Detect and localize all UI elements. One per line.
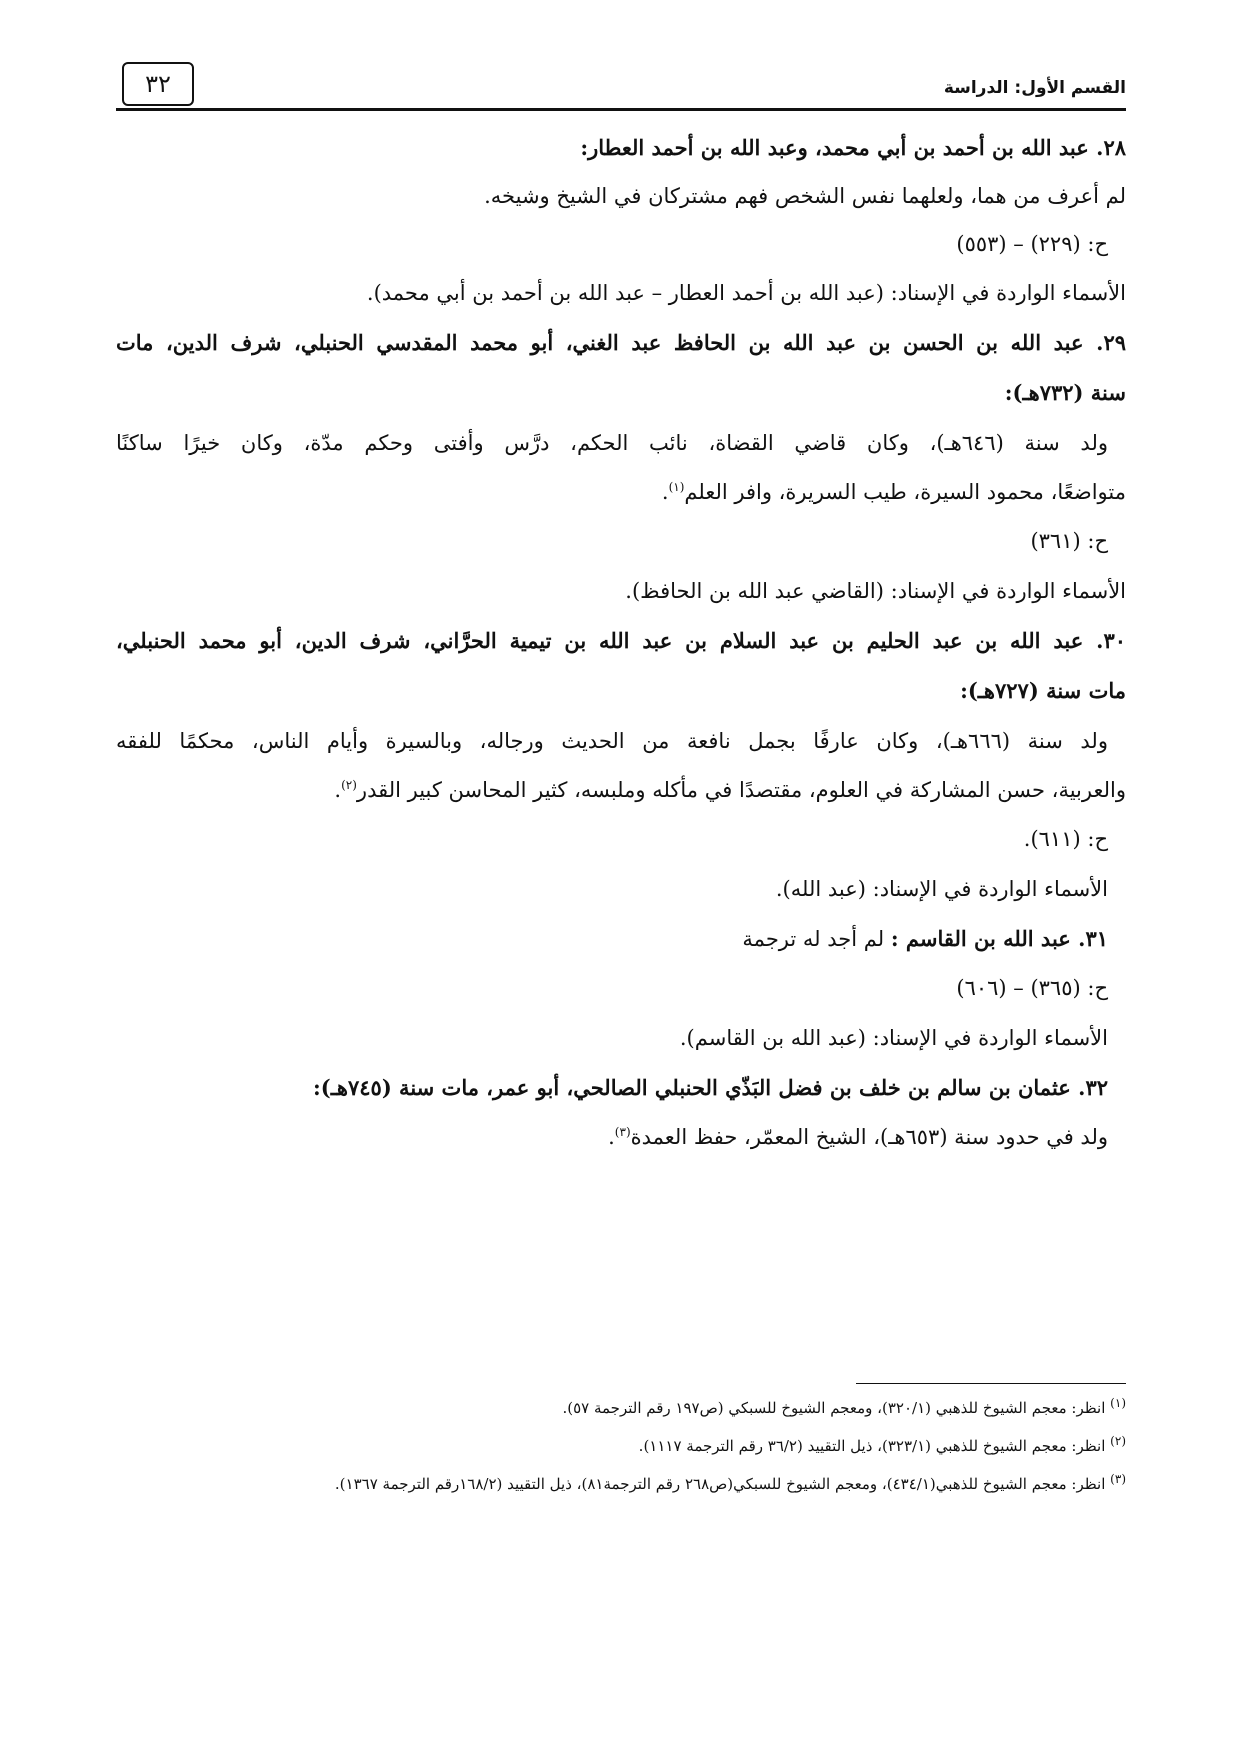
footnote-marker-3: (٣) xyxy=(614,1125,631,1139)
footnote-rule xyxy=(856,1383,1126,1384)
entry-30-text-line-1: ولد سنة (٦٦٦هـ)، وكان عارفًا بجمل نافعة من الحديث ورجاله، وبالسيرة وأيام الناس، محكمًا للفقه xyxy=(116,729,1108,753)
entry-28-text: لم أعرف من هما، ولعلهما نفس الشخص فهم مشتركان في الشيخ وشيخه. xyxy=(484,184,1126,208)
entry-30-heading-line-1: ٣٠. عبد الله بن عبد الحليم بن عبد السلام بن عبد الله بن تيمية الحرَّاني، شرف الدين، أبو محمد الحنبلي، xyxy=(116,628,1126,653)
section-title: القسم الأول: الدراسة xyxy=(943,78,1126,98)
entry-28-names: الأسماء الواردة في الإسناد: (عبد الله بن أحمد العطار – عبد الله بن أحمد بن أبي محمد). xyxy=(366,281,1126,305)
entry-28-heading: ٢٨. عبد الله بن أحمد بن أبي محمد، وعبد الله بن أحمد العطار: xyxy=(580,135,1126,160)
entry-29-names: الأسماء الواردة في الإسناد: (القاضي عبد الله بن الحافظ). xyxy=(625,579,1126,603)
entry-30-text: والعربية، حسن المشاركة في العلوم، مقتصدًا في مأكله وملبسه، كثير المحاسن كبير القدر xyxy=(356,778,1126,802)
entry-29-text-line-2: متواضعًا، محمود السيرة، طيب السريرة، وافر العلم$^{(١)}$. xyxy=(661,480,1126,504)
entry-29-text: متواضعًا، محمود السيرة، طيب السريرة، وافر العلم xyxy=(684,480,1126,504)
footnote-marker-2: (٢) xyxy=(341,778,357,792)
entry-29-heading-line-2: سنة (٧٣٢هـ): xyxy=(1004,380,1126,405)
header-rule xyxy=(116,108,1126,111)
footnote-1-text: انظر: معجم الشيوخ للذهبي (٣٢٠/١)، ومعجم الشيوخ للسبكي (ص١٩٧ رقم الترجمة ٥٧). xyxy=(562,1399,1106,1417)
footnote-3 xyxy=(116,1474,1126,1494)
footnotes xyxy=(116,1398,1126,1512)
entry-29-heading-line-1: ٢٩. عبد الله بن الحسن بن عبد الله بن الحافظ عبد الغني، أبو محمد المقدسي الحنبلي، شرف الدين، مات xyxy=(116,330,1126,355)
footnote-2-mark: (٢) xyxy=(1110,1434,1126,1448)
entry-31-note: لم أجد له ترجمة xyxy=(742,927,885,951)
entry-31-names: الأسماء الواردة في الإسناد: (عبد الله بن القاسم). xyxy=(679,1026,1108,1050)
entry-30-ref: ح: (٦١١). xyxy=(1023,827,1108,851)
footnote-marker-1: (١) xyxy=(668,480,685,494)
page-body xyxy=(116,136,1126,1149)
footnote-2-text: انظر: معجم الشيوخ للذهبي (٣٢٣/١)، ذيل التقييد (٣٦/٢ رقم الترجمة ١١١٧). xyxy=(638,1437,1106,1455)
entry-30-heading-line-2: مات سنة (٧٢٧هـ): xyxy=(960,678,1126,703)
footnote-1 xyxy=(116,1398,1126,1418)
page-header xyxy=(116,58,1126,108)
page-number: ٣٢ xyxy=(122,62,194,106)
entry-29-ref: ح: (٣٦١) xyxy=(1030,529,1108,553)
entry-32-heading: ٣٢. عثمان بن سالم بن خلف بن فضل البَذّي الحنبلي الصالحي، أبو عمر، مات سنة (٧٤٥هـ): xyxy=(313,1075,1108,1100)
footnote-1-mark: (١) xyxy=(1110,1396,1126,1410)
entry-32-text-line: ولد في حدود سنة (٦٥٣هـ)، الشيخ المعمّر، حفظ العمدة$^{(٣)}$. xyxy=(608,1125,1108,1149)
entry-31-heading: ٣١. عبد الله بن القاسم : xyxy=(890,926,1108,951)
footnote-3-text: انظر: معجم الشيوخ للذهبي(٤٣٤/١)، ومعجم الشيوخ للسبكي(ص٢٦٨ رقم الترجمة٨١)، ذيل التقييد (١٦٨/٢رقم الترجمة ١٣٦٧). xyxy=(334,1475,1106,1493)
entry-29-text-line-1: ولد سنة (٦٤٦هـ)، وكان قاضي القضاة، نائب الحكم، درَّس وأفتى وحكم مدّة، وكان خيرًا ساكنًا xyxy=(116,431,1108,455)
footnote-3-mark: (٣) xyxy=(1110,1472,1126,1486)
entry-30-text-line-2: والعربية، حسن المشاركة في العلوم، مقتصدًا في مأكله وملبسه، كثير المحاسن كبير القدر$^{(٢)}$. xyxy=(334,778,1126,802)
footnote-2 xyxy=(116,1436,1126,1456)
entry-31-heading-line xyxy=(116,927,1126,951)
entry-30-names: الأسماء الواردة في الإسناد: (عبد الله). xyxy=(775,877,1108,901)
entry-31-ref: ح: (٣٦٥) – (٦٠٦) xyxy=(956,976,1108,1000)
entry-32-text: ولد في حدود سنة (٦٥٣هـ)، الشيخ المعمّر، حفظ العمدة xyxy=(630,1125,1108,1149)
entry-28-ref: ح: (٢٢٩) – (٥٥٣) xyxy=(956,232,1108,256)
